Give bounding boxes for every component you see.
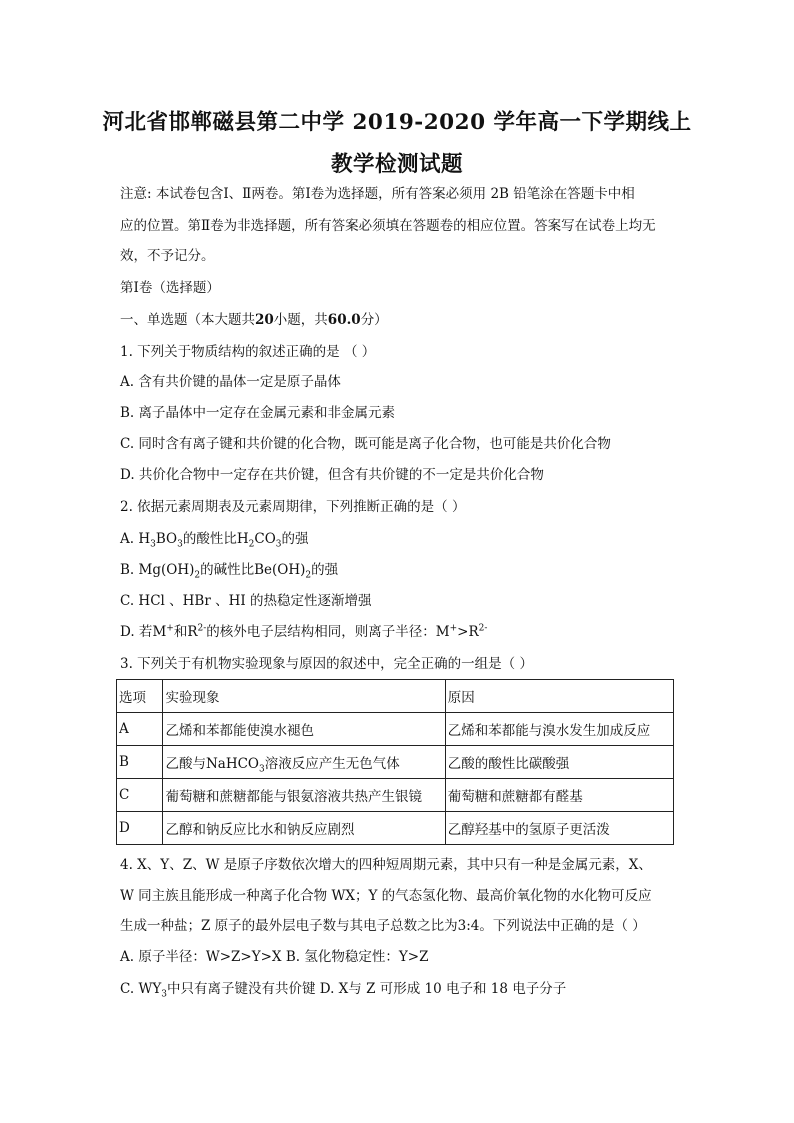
- table-header-row: [117, 680, 674, 713]
- q4-stem-line2: W 同主族且能形成一种离子化合物 WX；Y 的气态氢化物、最高价氧化物的水化物可反应: [120, 888, 652, 904]
- q1-option-a: A. 含有共价键的晶体一定是原子晶体: [120, 374, 341, 390]
- q1-option-b: B. 离子晶体中一定存在金属元素和非金属元素: [120, 405, 396, 421]
- q2-option-d: D. 若M+和$R^{2-}$的核外电子层结构相同，则离子半径：$M^+>R^{2-}$: [120, 623, 488, 640]
- q2-option-c: C. HCl 、HBr 、HI 的热稳定性逐渐增强: [120, 593, 372, 609]
- formula-h3bo3: $H_3BO_3$: [138, 531, 183, 550]
- q4-options-cd: C. $WY_3$中只有离子键没有共价键 D. X与 Z 可形成 10 电子和 18 电子分子: [120, 981, 567, 1000]
- section-mid: 小题，共: [273, 312, 328, 328]
- formula-beoh2: $Be(OH)_2$: [254, 562, 312, 581]
- q1-option-d: D. 共价化合物中一定存在共价键，但含有共价键的不一定是共价化合物: [120, 467, 544, 483]
- q3-stem: 3. 下列关于有机物实验现象与原因的叙述中，完全正确的一组是（ ）: [120, 656, 533, 672]
- section-heading: [120, 310, 388, 330]
- table-cell-phenomenon: 葡萄糖和蔗糖都能与银氨溶液共热产生银镜: [163, 779, 445, 812]
- q4-options-ab: A. 原子半径：W>Z>Y>X B. 氢化物稳定性：Y>Z: [120, 949, 429, 965]
- exam-title-line2: 教学检测试题: [330, 152, 463, 177]
- section-count: 20: [255, 312, 274, 328]
- q1-option-c: C. 同时含有离子键和共价键的化合物，既可能是离子化合物，也可能是共价化合物: [120, 436, 611, 452]
- table-cell-reason: 乙醇羟基中的氢原子更活泼: [445, 812, 673, 845]
- table-cell-option: C: [117, 779, 163, 812]
- section-score: 60.0: [327, 312, 361, 328]
- table-cell-reason: 乙烯和苯都能与溴水发生加成反应: [445, 713, 673, 746]
- table-row: [117, 713, 674, 746]
- table-row: [117, 746, 674, 779]
- table-cell-reason: 葡萄糖和蔗糖都有醛基: [445, 779, 673, 812]
- formula-wy3: $WY_3$: [138, 981, 167, 1000]
- q4-stem-line1: 4. X、Y、Z、W 是原子序数依次增大的四种短周期元素，其中只有一种是金属元素，X、: [120, 857, 652, 873]
- q2-stem: 2. 依据元素周期表及元素周期律，下列推断正确的是（ ）: [120, 499, 466, 515]
- formula-nahco3: NaHCO$_3$: [205, 756, 265, 775]
- formula-mgoh2: $Mg(OH)_2$: [138, 562, 201, 581]
- table-cell-option: A: [117, 713, 163, 746]
- notice-line2: 应的位置。第Ⅱ卷为非选择题，所有答案必须填在答题卷的相应位置。答案写在试卷上均无: [120, 218, 656, 234]
- section-prefix: 一、单选题（本大题共: [120, 312, 255, 328]
- table-header-phenomenon: 实验现象: [163, 680, 445, 713]
- notice-line3: 效，不予记分。: [120, 248, 215, 264]
- table-cell-phenomenon: 乙醇和钠反应比水和钠反应剧烈: [163, 812, 445, 845]
- table-cell-option: D: [117, 812, 163, 845]
- table-cell-reason: 乙酸的酸性比碳酸强: [445, 746, 673, 779]
- notice-line1: 注意: 本试卷包含Ⅰ、Ⅱ两卷。第Ⅰ卷为选择题，所有答案必须用 2B 铅笔涂在答题卡中相: [120, 186, 635, 202]
- table-row: [117, 779, 674, 812]
- table-header-reason: 原因: [445, 680, 673, 713]
- part-heading: 第Ⅰ卷（选择题）: [120, 280, 220, 296]
- table-cell-option: B: [117, 746, 163, 779]
- q4-stem-line3: 生成一种盐；Z 原子的最外层电子数与其电子总数之比为3:4。下列说法中正确的是（ ）: [120, 918, 646, 934]
- exam-title-line1: 河北省邯郸磁县第二中学 2019-2020 学年高一下学期线上: [102, 110, 692, 135]
- table-row: [117, 812, 674, 845]
- q2-option-b: B. $Mg(OH)_2$的碱性比$Be(OH)_2$的强: [120, 562, 339, 581]
- q2-option-a: A. $H_3BO_3$的酸性比$H_2CO_3$的强: [120, 531, 309, 550]
- section-suffix: 分）: [360, 312, 388, 328]
- q3-table: [116, 679, 674, 845]
- table-header-option: 选项: [117, 680, 163, 713]
- q1-stem: 1. 下列关于物质结构的叙述正确的是 （ ）: [120, 344, 376, 360]
- table-cell-phenomenon: 乙烯和苯都能使溴水褪色: [163, 713, 445, 746]
- formula-h2co3: $H_2CO_3$: [236, 531, 282, 550]
- table-cell-phenomenon: 乙酸与NaHCO$_3$溶液反应产生无色气体: [163, 746, 445, 779]
